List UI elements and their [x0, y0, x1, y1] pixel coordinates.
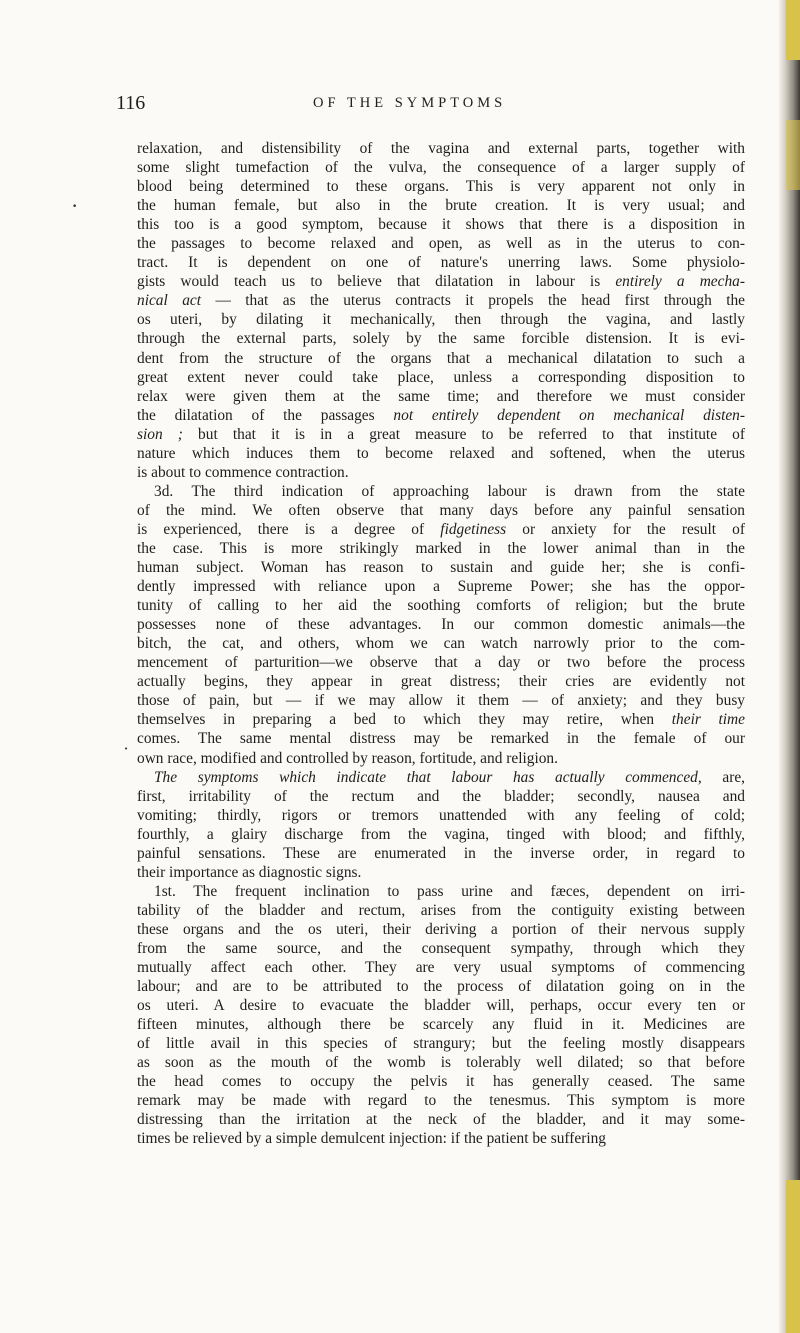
- text-line: the case. This is more strikingly marked in the lower animal than in the: [137, 539, 745, 557]
- page-edge-shadow: [778, 0, 800, 1333]
- text-line: this too is a good symptom, because it shows that there is a disposition in: [137, 216, 745, 234]
- text-line: fourthly, a glairy discharge from the vagina, tinged with blood; and fifthly,: [137, 825, 745, 843]
- text-segment: but that it is in a great measure to be referred to that institute of: [182, 425, 745, 443]
- page-edge-tab: [786, 1180, 800, 1333]
- text-segment: sion ;: [137, 425, 183, 443]
- text-line: relaxation, and distensibility of the vagina and external parts, together with: [137, 140, 745, 157]
- text-line: mutually affect each other. They are very usual symptoms of commencing: [137, 959, 745, 977]
- text-line: tability of the bladder and rectum, arises from the contiguity existing between: [137, 901, 745, 919]
- text-segment: not entirely dependent on mechanical disten-: [393, 406, 745, 424]
- text-line: actually begins, they appear in great distress; their cries are evidently not: [137, 673, 745, 691]
- text-line: blood being determined to these organs. This is very apparent not only in: [137, 178, 745, 196]
- text-line: the passages to become relaxed and open, as well as in the uterus to con-: [137, 235, 745, 253]
- text-line: own race, modified and controlled by reason, fortitude, and religion.: [137, 749, 558, 767]
- text-line: painful sensations. These are enumerated in the inverse order, in regard to: [137, 844, 745, 862]
- text-line: [137, 768, 745, 787]
- text-line: labour; and are to be attributed to the process of dilatation going on in the: [137, 978, 745, 996]
- text-line: [137, 291, 745, 310]
- text-line: the human female, but also in the brute creation. It is very usual; and: [137, 197, 745, 215]
- text-line: possesses none of these advantages. In our common domestic animals—the: [137, 616, 745, 634]
- text-segment: fidgetiness: [440, 520, 507, 538]
- text-line: [137, 272, 745, 291]
- text-line: [137, 425, 745, 444]
- text-line: some slight tumefaction of the vulva, the consequence of a larger supply of: [137, 159, 745, 177]
- text-line: their importance as diagnostic signs.: [137, 863, 362, 881]
- text-segment: gists would teach us to believe that dilatation in labour is: [137, 273, 616, 291]
- text-segment: the dilatation of the passages: [137, 406, 394, 424]
- text-line: bitch, the cat, and others, whom we can watch narrowly prior to the com-: [137, 635, 745, 653]
- text-line: comes. The same mental distress may be remarked in the female of our: [137, 730, 745, 748]
- text-line: relax were given them at the same time; and therefore we must consider: [137, 387, 745, 405]
- text-segment: or anxiety for the result of: [506, 520, 746, 538]
- text-line: these organs and the os uteri, their deriving a portion of their nervous supply: [137, 920, 745, 938]
- text-line: dently impressed with reliance upon a Supreme Power; she has the oppor-: [137, 578, 745, 596]
- page-edge-tab: [786, 0, 800, 60]
- text-line: great extent never could take place, unless a corresponding disposition to: [137, 368, 745, 386]
- margin-speck-icon: •: [72, 202, 78, 212]
- text-line: os uteri. A desire to evacuate the bladder will, perhaps, occur every ten or: [137, 997, 745, 1015]
- text-line: tunity of calling to her aid the soothing comforts of religion; but the brute: [137, 597, 745, 615]
- body-text: [137, 139, 745, 1148]
- text-line: human subject. Woman has reason to sustain and guide her; she is confi-: [137, 559, 745, 577]
- running-head: OF THE SYMPTOMS: [313, 95, 507, 111]
- text-line: mencement of parturition—we observe that a day or two before the process: [137, 654, 745, 672]
- text-line: of little avail in this species of strangury; but the feeling mostly disappears: [137, 1035, 745, 1053]
- text-segment: themselves in preparing a bed to which they may retire, when: [137, 711, 672, 729]
- page-header: [103, 92, 763, 122]
- text-line: nature which induces them to become relaxed and softened, when the uterus: [137, 444, 745, 462]
- text-line: [137, 520, 745, 539]
- page-edge-tab: [786, 120, 800, 190]
- text-segment: — that as the uterus contracts it propels the head first through the: [201, 292, 745, 310]
- text-line: [137, 710, 745, 729]
- text-segment: are,: [701, 768, 745, 786]
- text-segment: entirely a mecha-: [615, 273, 745, 291]
- text-line: the head comes to occupy the pelvis it has generally ceased. The same: [137, 1073, 745, 1091]
- text-line: 3d. The third indication of approaching labour is drawn from the state: [154, 482, 745, 500]
- text-line: remark may be made with regard to the tenesmus. This symptom is more: [137, 1092, 745, 1110]
- text-line: of the mind. We often observe that many days before any painful sensation: [137, 501, 745, 519]
- text-line: distressing than the irritation at the neck of the bladder, and it may some-: [137, 1111, 745, 1129]
- text-line: vomiting; thirdly, rigors or tremors unattended with any feeling of cold;: [137, 806, 745, 824]
- text-line: first, irritability of the rectum and the bladder; secondly, nausea and: [137, 787, 745, 805]
- text-line: through the external parts, solely by the same forcible distension. It is evi-: [137, 330, 745, 348]
- text-line: is about to commence contraction.: [137, 463, 349, 481]
- text-segment: their time: [671, 711, 745, 729]
- text-line: os uteri, by dilating it mechanically, then through the vagina, and lastly: [137, 311, 745, 329]
- text-line: as soon as the mouth of the womb is tolerably well dilated; so that before: [137, 1054, 745, 1072]
- text-line: from the same source, and the consequent sympathy, through which they: [137, 939, 745, 957]
- text-segment: is experienced, there is a degree of: [137, 520, 441, 538]
- text-line: times be relieved by a simple demulcent injection: if the patient be suffering: [137, 1130, 606, 1148]
- text-line: fifteen minutes, although there be scarcely any fluid in it. Medicines are: [137, 1016, 745, 1034]
- text-line: 1st. The frequent inclination to pass urine and fæces, dependent on irri-: [154, 882, 745, 900]
- text-line: tract. It is dependent on one of nature's unerring laws. Some physiolo-: [137, 254, 745, 272]
- text-line: [137, 406, 745, 425]
- text-line: those of pain, but — if we may allow it them — of anxiety; and they busy: [137, 692, 745, 710]
- page-number: 116: [116, 92, 146, 114]
- text-segment: nical act: [137, 292, 202, 310]
- margin-speck-icon: •: [124, 745, 129, 753]
- text-line: dent from the structure of the organs that a mechanical dilatation to such a: [137, 349, 745, 367]
- text-segment: The symptoms which indicate that labour has actually commenced,: [154, 768, 702, 786]
